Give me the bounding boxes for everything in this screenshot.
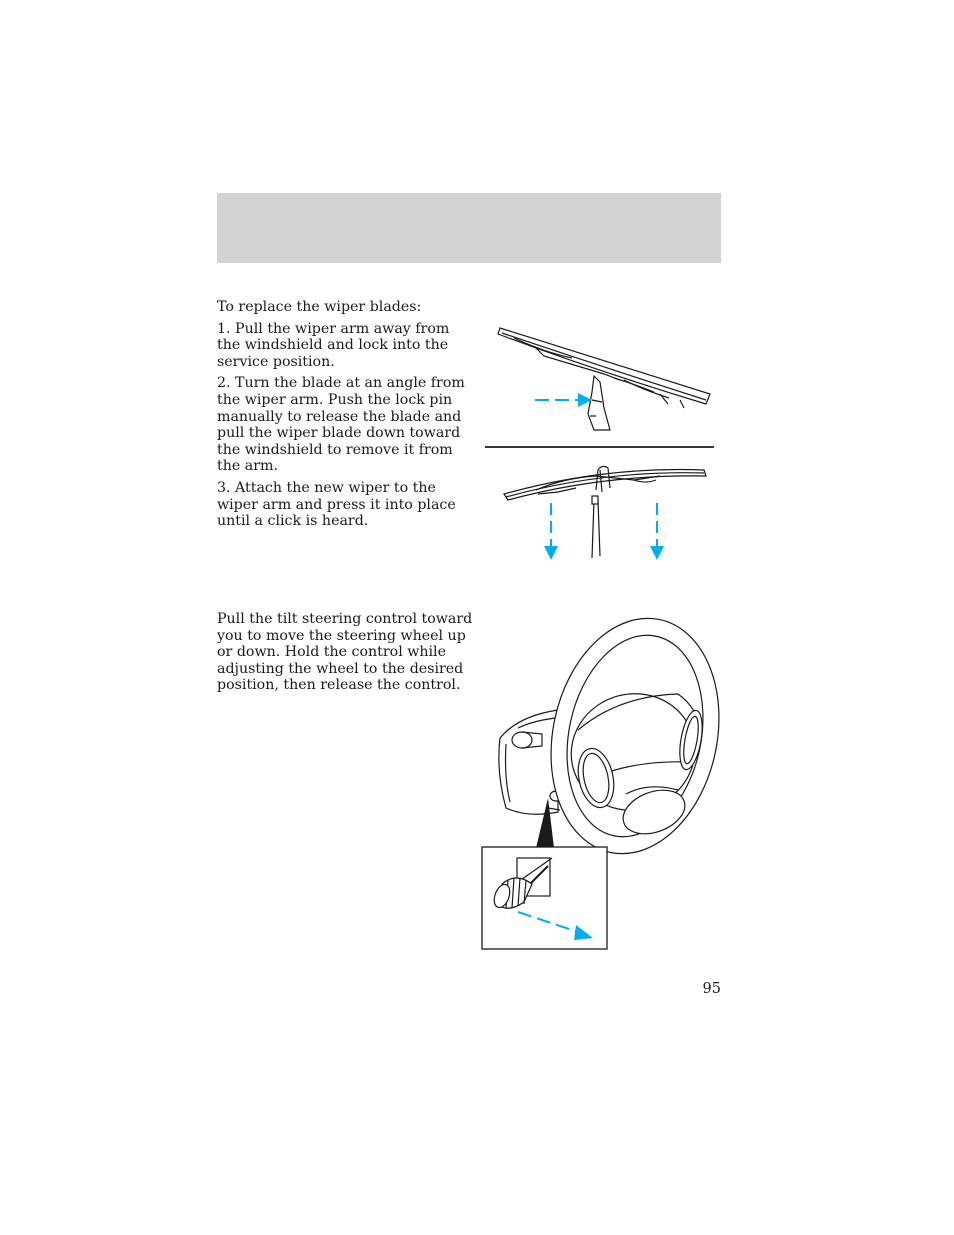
wiper-blade-angled-figure: [498, 328, 710, 430]
wiper-step-2: 2. Turn the blade at an angle from the wiper arm. Push the lock pin manually to release the blade and pull the wiper blade down toward the windshield to remove it from the arm.: [217, 375, 465, 475]
wiper-instructions: [217, 299, 473, 535]
tilt-lever-inset: [482, 847, 607, 949]
wiper-step-1: 1. Pull the wiper arm away from the windshield and lock into the service position.: [217, 320, 450, 370]
wiper-blade-illustration: [484, 320, 716, 565]
tilt-steering-instructions: [217, 611, 473, 699]
tilt-steering-text: Pull the tilt steering control toward you to move the steering wheel up or down. Hold the control while adjusting the wheel to the desired position, then release the control.: [217, 611, 473, 694]
page-number: 95: [702, 981, 721, 997]
section-header-band: [217, 193, 721, 263]
tilt-steering-illustration: [478, 612, 724, 952]
pull-down-arrow-right-icon: [650, 503, 664, 560]
push-arrow-icon: [535, 393, 592, 407]
wiper-intro: To replace the wiper blades:: [217, 299, 422, 315]
steering-wheel-icon: [530, 603, 740, 870]
wiper-step-3: 3. Attach the new wiper to the wiper arm and press it into place until a click is heard.: [217, 479, 456, 530]
wiper-blade-removed-figure: [504, 466, 706, 558]
pull-down-arrow-left-icon: [544, 503, 558, 560]
